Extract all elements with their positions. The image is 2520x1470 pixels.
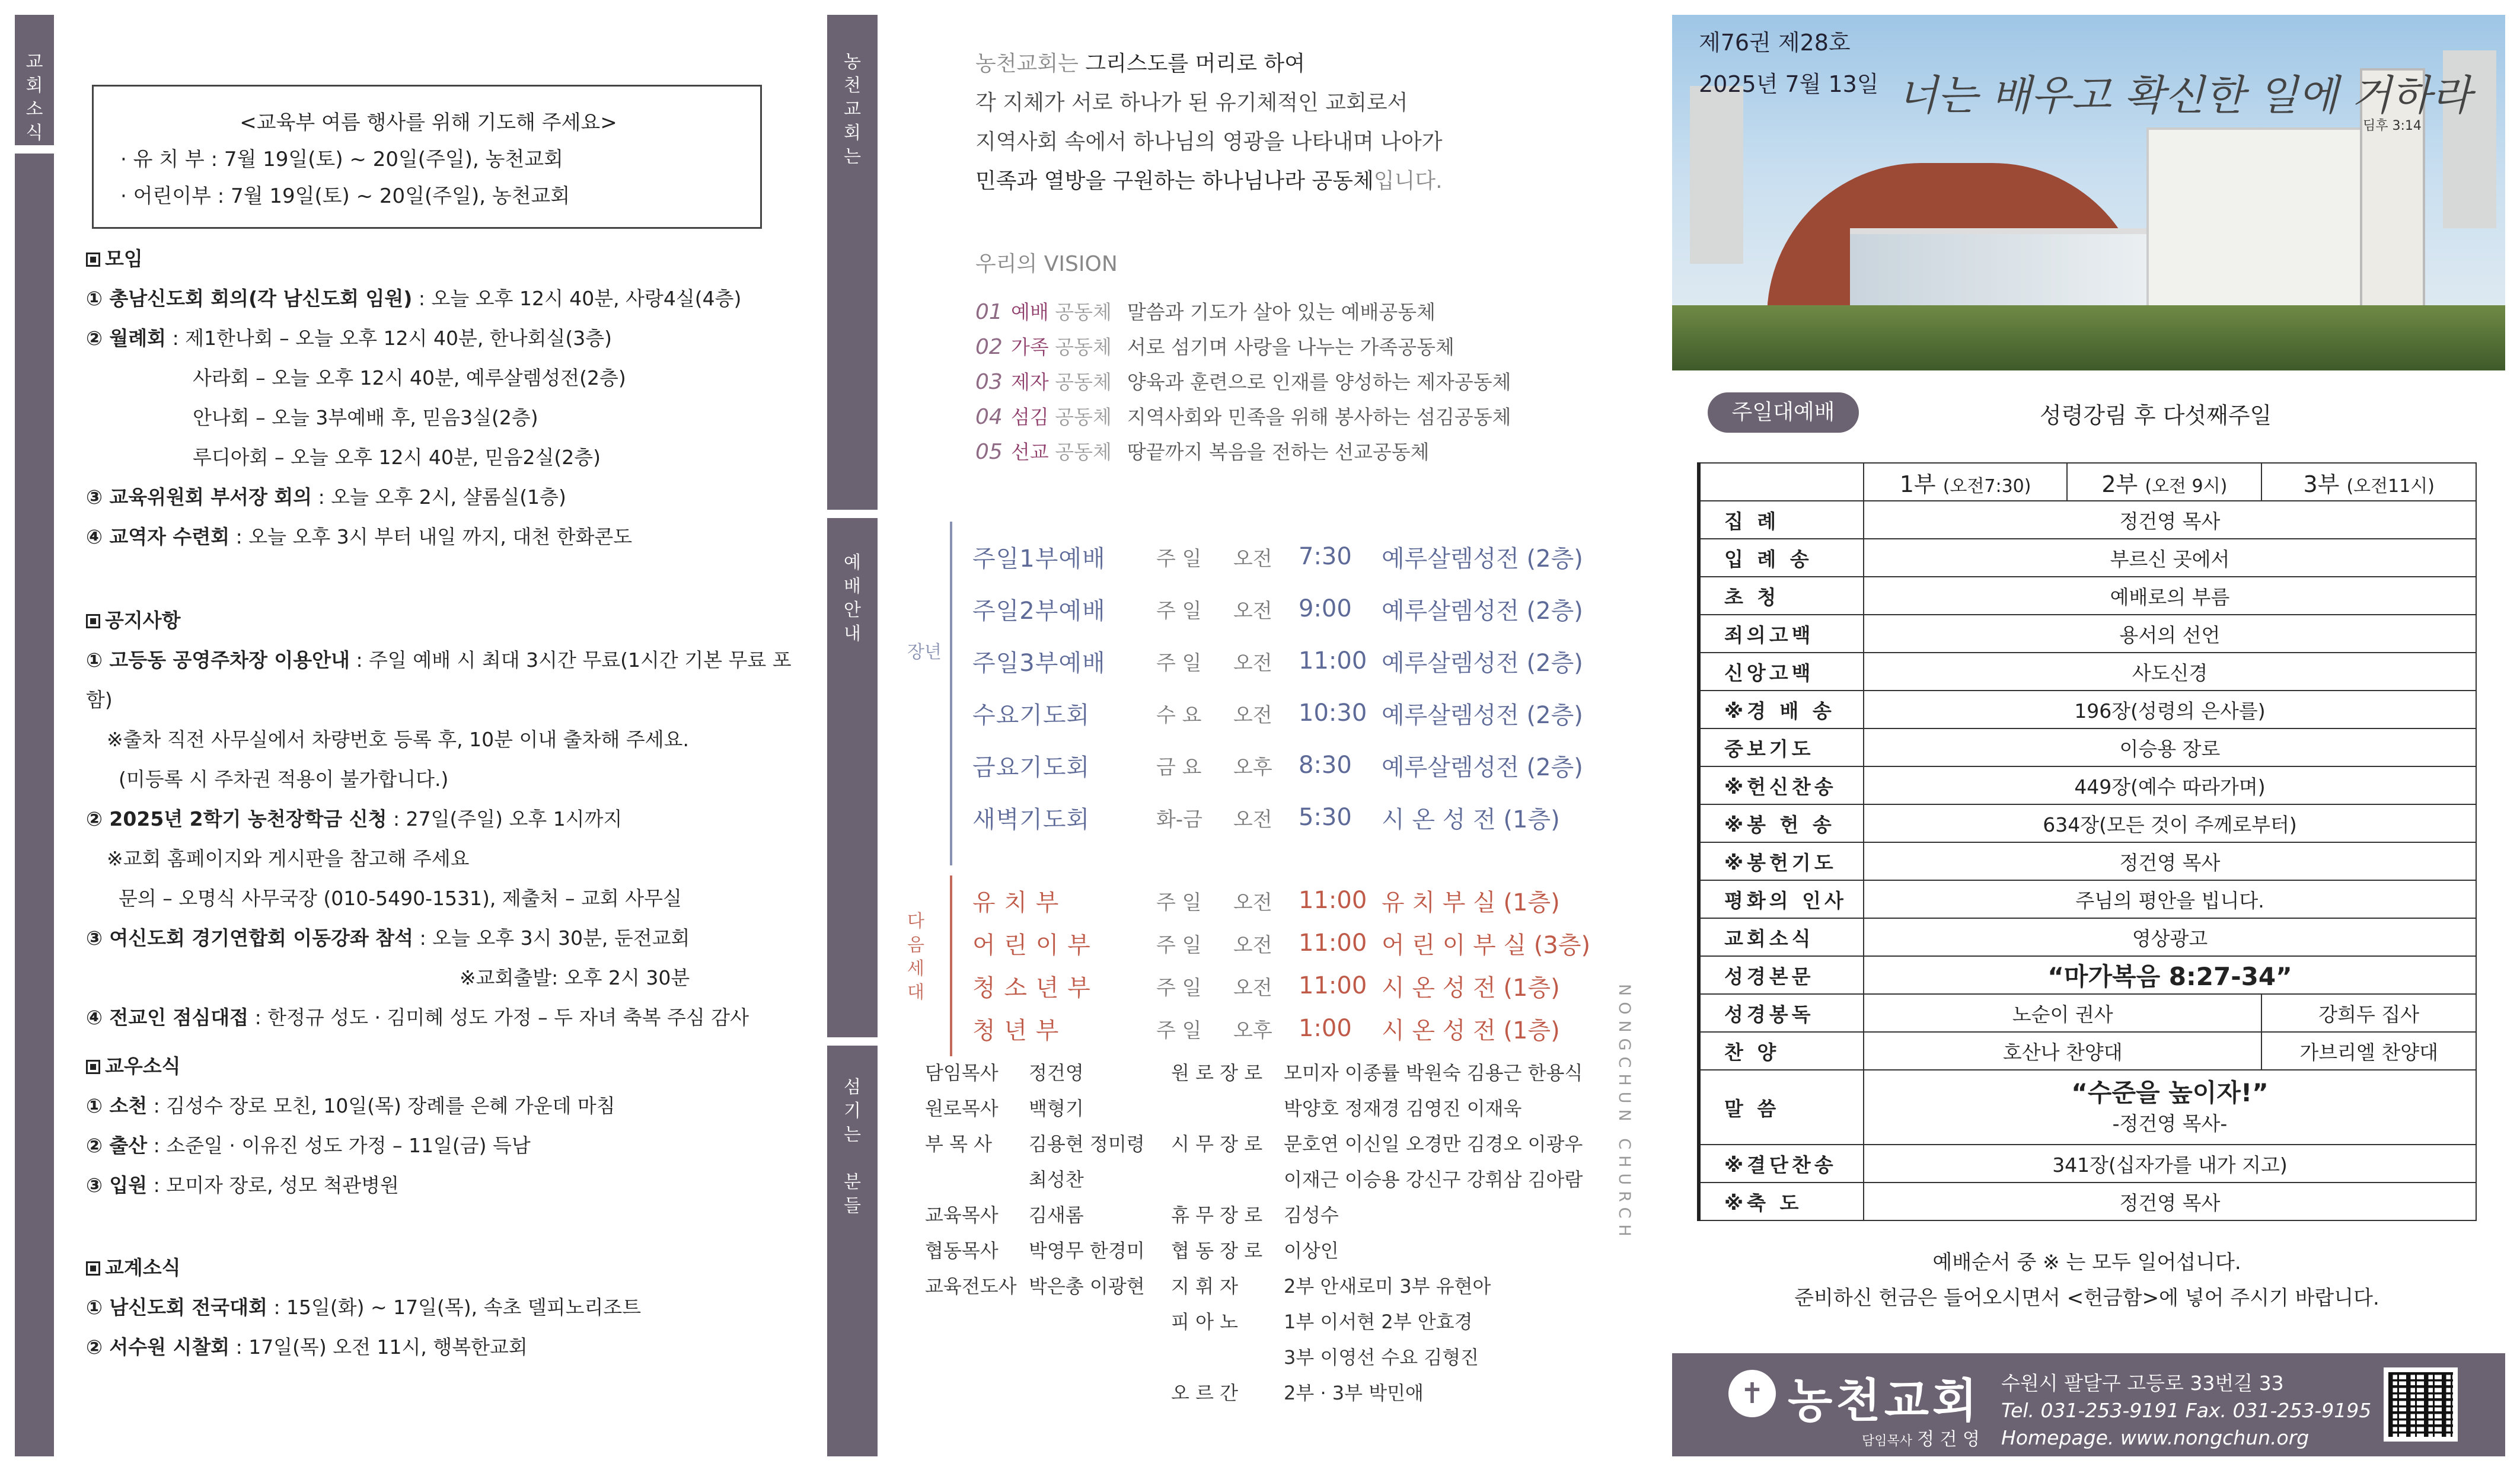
bulletin-motto: 너는 배우고 확신한 일에 거하라 — [1897, 71, 2472, 120]
vision-item: 03 제자 공동체 양육과 훈련으로 인재를 양성하는 제자공동체 — [975, 370, 1511, 394]
trees — [1672, 305, 2505, 370]
worship-schedule-row: 어 린 이 부 주 일 오전 11:00 어 린 이 부 실 (3층) — [972, 929, 1591, 959]
external-news-section — [86, 1248, 641, 1367]
sidebar-label-about: 농 천 교 회 는 — [844, 52, 861, 167]
list-item: (미등록 시 주차권 적용이 불가합니다.) — [119, 768, 449, 791]
table-row: 입 례 송 부르신 곳에서 — [1699, 539, 2476, 577]
table-row: ※경 배 송 196장(성령의 은사를) — [1699, 691, 2476, 728]
bulletin-date: 2025년 7월 13일 — [1699, 71, 1879, 97]
table-row: 성경봉독 노순이 권사 강희두 집사 — [1699, 994, 2476, 1032]
square-bullet-icon — [86, 1261, 100, 1276]
list-item: ④ 교역자 수련회 : 오늘 오후 3시 부터 내일 까지, 대천 한화콘도 — [86, 525, 633, 548]
sidebar-separator — [827, 1037, 878, 1046]
left-sidebar — [15, 15, 54, 1456]
vertical-brand-text: NONGCHUN CHURCH — [1615, 984, 1634, 1242]
footer-address: 수원시 팔달구 고등로 33번길 33 — [2001, 1372, 2284, 1395]
list-item: ③ 입원 : 모미자 장로, 성모 척관병원 — [86, 1174, 399, 1197]
vision-list — [975, 295, 1511, 469]
service-badge: 주일대예배 — [1708, 392, 1859, 433]
staff-row: 원로목사 백형기 박양호 정재경 김영진 이재욱 — [925, 1097, 1522, 1120]
list-item: ② 월례회 : 제1한나회 – 오늘 오후 12시 40분, 한나회실(3층) — [86, 327, 612, 350]
staff-row: 최성찬 이재근 이승용 강신구 강휘삼 김아람 — [1029, 1168, 1583, 1191]
bulletin-motto-reference: 딤후 3:14 — [2363, 119, 2422, 133]
worship-schedule-row: 청 소 년 부 주 일 오전 11:00 시 온 성 전 (1층) — [972, 972, 1560, 1002]
worship-schedule-row: 청 년 부 주 일 오후 1:00 시 온 성 전 (1층) — [972, 1015, 1560, 1044]
members-heading: 교우소식 — [86, 1046, 615, 1086]
meetings-heading: 모임 — [86, 239, 741, 279]
footer — [1672, 1353, 2505, 1456]
table-row: ※봉 헌 송 634장(모든 것이 주께로부터) — [1699, 804, 2476, 842]
sidebar-label-news: 교 회 소 식 — [25, 52, 43, 143]
footer-contact — [2001, 1370, 2371, 1452]
list-item: ※교회 홈페이지와 게시판을 참고해 주세요 — [107, 847, 470, 870]
table-row: ※결단찬송 341장(십자가를 내가 지고) — [1699, 1145, 2476, 1183]
table-header-1st: 1부 (오전7:30) — [1864, 463, 2067, 501]
list-item: ② 출산 : 소준일 · 이유진 성도 가정 – 11일(금) 득남 — [86, 1134, 531, 1157]
church-intro: 농천교회는 그리스도를 머리로 하여 각 지체가 서로 하나가 된 유기체적인 교회로서 지역사회 속에서 하나님의 영광을 나타내며 나아가 민족과 열방을 구원하는 하나님나라 공동체입니다. — [975, 52, 1443, 193]
table-row: 죄의고백 용서의 선언 — [1699, 615, 2476, 653]
table-row: 초 청 예배로의 부름 — [1699, 577, 2476, 615]
list-item: ② 서수원 시찰회 : 17일(목) 오전 11시, 행복한교회 — [86, 1335, 528, 1359]
staff-row: 피 아 노 1부 이서현 2부 안효경 — [1171, 1311, 1473, 1333]
staff-row: 부 목 사 김용현 정미령 시 무 장 로 문호연 이신일 오경만 김경오 이광우 — [925, 1133, 1583, 1155]
table-header-3rd: 3부 (오전11시) — [2261, 463, 2476, 501]
church-name: 농천교회 — [1788, 1375, 1981, 1428]
sidebar-label-worship: 예 배 안 내 — [844, 552, 861, 644]
adult-label: 장년 — [907, 642, 942, 663]
list-item: 문의 – 오명식 사무국장 (010-5490-1531), 제출처 – 교회 사무실 — [119, 887, 682, 910]
worship-order-note: 예배순서 중 ※ 는 모두 일어섭니다. 준비하신 헌금은 들어오시면서 <헌금함>에 넣어 주시기 바랍니다. — [1794, 1251, 2379, 1310]
bulletin-volume: 제76권 제28호 — [1699, 30, 1851, 56]
list-item: ① 남신도회 전국대회 : 15일(화) ~ 17일(목), 속초 델피노리조트 — [86, 1296, 642, 1319]
table-row: 성경본문 “마가복음 8:27-34” — [1699, 956, 2476, 994]
adult-worship-schedule — [972, 531, 1619, 843]
table-row: ※봉헌기도 정건영 목사 — [1699, 842, 2476, 880]
list-item: ① 총남신도회 회의(각 남신도회 임원) : 오늘 오후 12시 40분, 사랑4실(4층) — [86, 287, 742, 310]
staff-list — [925, 1055, 1592, 1411]
table-header-2nd: 2부 (오전 9시) — [2067, 463, 2261, 501]
table-row: 신앙고백 사도신경 — [1699, 653, 2476, 691]
next-gen-worship-schedule — [972, 879, 1619, 1050]
prayer-title: <교육부 여름 행사를 위해 기도해 주세요> — [240, 111, 617, 135]
list-item: ② 2025년 2학기 농천장학금 신청 : 27일(주일) 오후 1시까지 — [86, 807, 623, 830]
adult-worship-bar — [950, 522, 952, 865]
sidebar-label-servants: 섬 기 는 분 들 — [844, 1077, 861, 1216]
table-header-row — [1699, 463, 2476, 501]
list-item: 안나회 – 오늘 3부예배 후, 믿음3실(2층) — [193, 406, 538, 429]
middle-sidebar — [827, 15, 878, 1456]
meetings-section — [86, 239, 741, 557]
vision-item: 01 예배 공동체 말씀과 기도가 살아 있는 예배공동체 — [975, 300, 1436, 324]
service-title: 성령강림 후 다섯째주일 — [2040, 402, 2272, 429]
list-item: ③ 교육위원회 부서장 회의 : 오늘 오후 2시, 샬롬실(1층) — [86, 485, 566, 509]
prayer-line: · 유 치 부 : 7월 19일(토) ~ 20일(주일), 농천교회 — [120, 148, 564, 171]
notices-heading: 공지사항 — [86, 600, 812, 640]
table-row: ※축 도 정건영 목사 — [1699, 1183, 2476, 1220]
bulletin-header — [1699, 22, 1879, 105]
vision-item: 04 섬김 공동체 지역사회와 민족을 위해 봉사하는 섬김공동체 — [975, 405, 1511, 429]
table-row: 말 씀 “수준을 높이자!” -정건영 목사- — [1699, 1070, 2476, 1145]
table-row: 평화의 인사 주님의 평안을 빕니다. — [1699, 880, 2476, 918]
list-item: ④ 전교인 점심대접 : 한정규 성도 · 김미혜 성도 가정 – 두 자녀 축복 주심 감사 — [86, 1006, 749, 1029]
church-building-photo — [1672, 15, 2505, 370]
worship-schedule-row: 금요기도회 금 요 오후 8:30 예루살렘성전 (2층) — [972, 752, 1583, 781]
worship-schedule-row: 유 치 부 주 일 오전 11:00 유 치 부 실 (1층) — [972, 887, 1560, 916]
external-news-heading: 교계소식 — [86, 1248, 641, 1287]
next-gen-label: 다음세대 — [907, 911, 924, 1003]
prayer-line: · 어린이부 : 7월 19일(토) ~ 20일(주일), 농천교회 — [120, 184, 570, 208]
worship-schedule-row: 주일3부예배 주 일 오전 11:00 예루살렘성전 (2층) — [972, 647, 1583, 677]
list-item: ③ 여신도회 경기연합회 이동강좌 참석 : 오늘 오후 3시 30분, 둔전교회 — [86, 926, 690, 950]
members-section — [86, 1046, 615, 1205]
worship-schedule-row: 수요기도회 수 요 오전 10:30 예루살렘성전 (2층) — [972, 699, 1583, 729]
list-item: 사라회 – 오늘 오후 12시 40분, 예루살렘성전(2층) — [193, 366, 626, 389]
list-item: 루디아회 – 오늘 오후 12시 40분, 믿음2실(2층) — [193, 446, 601, 469]
prayer-request-box — [92, 85, 762, 229]
list-item: ※출차 직전 사무실에서 차량번호 등록 후, 10분 이내 출차해 주세요. — [107, 728, 689, 751]
apartment-block — [1690, 86, 1743, 264]
staff-row: 담임목사 정건영 원 로 장 로 모미자 이종률 박원숙 김용근 한용식 — [925, 1062, 1583, 1084]
square-bullet-icon — [86, 253, 100, 267]
vision-item: 02 가족 공동체 서로 섬기며 사랑을 나누는 가족공동체 — [975, 335, 1454, 359]
worship-schedule-row: 새벽기도회 화-금 오전 5:30 시 온 성 전 (1층) — [972, 804, 1560, 833]
church-logo-icon: ✝ — [1728, 1370, 1776, 1417]
table-header-empty — [1699, 463, 1864, 501]
staff-row: 교육목사 김새롬 휴 무 장 로 김성수 — [925, 1204, 1339, 1226]
footer-pastor: 담임목사 정 건 영 — [1862, 1429, 1980, 1450]
vision-item: 05 선교 공동체 땅끝까지 복음을 전하는 선교공동체 — [975, 440, 1430, 464]
table-row: ※헌신찬송 449장(예수 따라가며) — [1699, 766, 2476, 804]
square-bullet-icon — [86, 614, 100, 628]
table-row: 교회소식 영상광고 — [1699, 918, 2476, 956]
sidebar-separator — [15, 145, 54, 154]
footer-tel: Tel. 031-253-9191 Fax. 031-253-9195 — [2001, 1399, 2372, 1422]
staff-row: 협동목사 박영무 한경미 협 동 장 로 이상인 — [925, 1239, 1339, 1262]
list-item: ① 고등동 공영주차장 이용안내 : 주일 예배 시 최대 3시간 무료(1시간 기본 무료 포함) — [86, 648, 792, 711]
next-gen-bar — [950, 875, 952, 1056]
qr-code-icon[interactable] — [2384, 1367, 2458, 1442]
list-item: ※교회출발: 오후 2시 30분 — [460, 966, 690, 989]
sidebar-separator — [827, 510, 878, 518]
worship-schedule-row: 주일2부예배 주 일 오전 9:00 예루살렘성전 (2층) — [972, 595, 1583, 625]
square-bullet-icon — [86, 1060, 100, 1074]
worship-schedule-row: 주일1부예배 주 일 오전 7:30 예루살렘성전 (2층) — [972, 543, 1583, 573]
staff-row: 교육전도사 박은총 이광현 지 휘 자 2부 안새로미 3부 유현아 — [925, 1275, 1491, 1298]
staff-row: 3부 이영선 수요 김형진 — [1284, 1346, 1479, 1369]
list-item: ① 소천 : 김성수 장로 모친, 10일(목) 장례를 은혜 가운데 마침 — [86, 1094, 615, 1117]
vision-heading: 우리의 VISION — [975, 252, 1118, 276]
table-row: 중보기도 이승용 장로 — [1699, 728, 2476, 766]
table-row: 집 례 정건영 목사 — [1699, 501, 2476, 539]
table-row: 찬 양 호산나 찬양대 가브리엘 찬양대 — [1699, 1032, 2476, 1070]
footer-homepage[interactable]: Homepage. www.nongchun.org — [2001, 1426, 2310, 1449]
staff-row: 오 르 간 2부 · 3부 박민애 — [1171, 1382, 1424, 1404]
worship-order-table — [1697, 462, 2477, 1221]
notices-section — [86, 600, 812, 1037]
